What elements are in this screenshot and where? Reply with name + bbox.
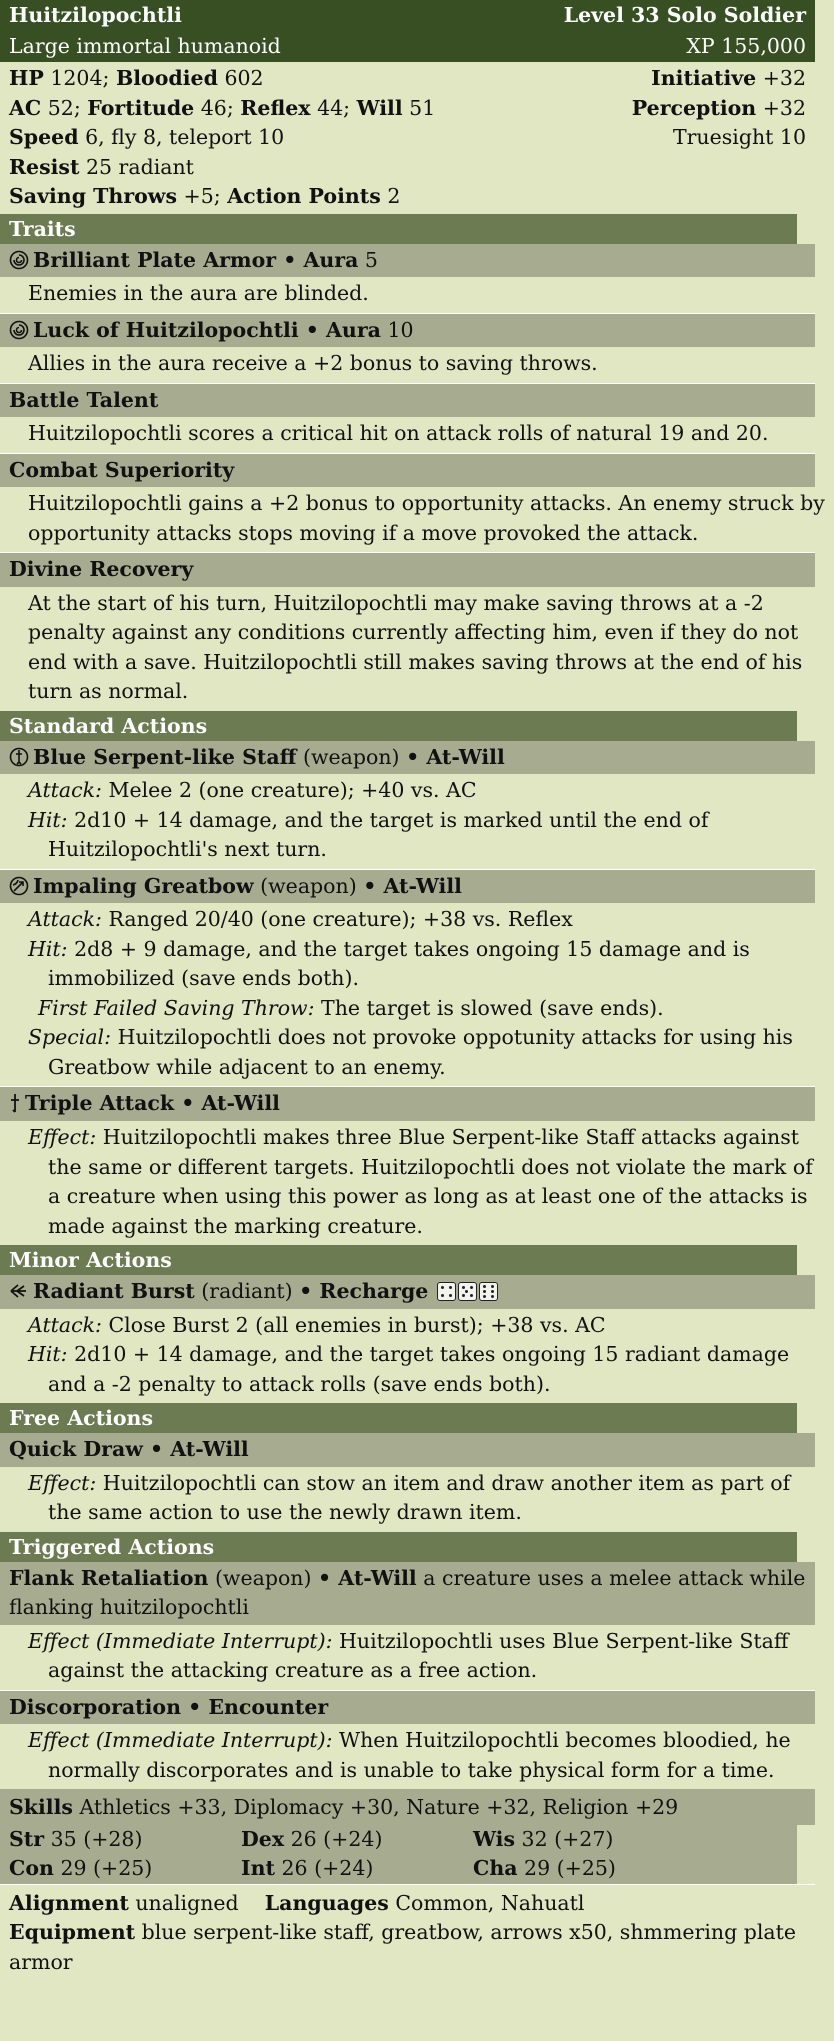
trait-text: Huitzilopochtli scores a critical hit on attack rolls of natural 19 and 20. bbox=[28, 421, 769, 446]
power-details: Attack: Ranged 20/40 (one creature); +38 vs. Reflex Hit: 2d8 + 9 damage, and the target takes ongoing 15 damage and is immobilized (save ends both). First Failed Saving Throw: The target is slowed (save ends). Special: Huitzilopochtli does not provoke oppotunity attacks for using his Greatbow while adjacent to an enemy. bbox=[28, 907, 793, 1079]
power-quick-draw: Quick Draw • At-Will bbox=[0, 1433, 815, 1467]
section-standard-actions: Standard Actions bbox=[0, 711, 797, 741]
ability-cha: Cha 29 (+25) bbox=[473, 1856, 616, 1881]
power-blue-serpent-staff: Blue Serpent-like Staff (weapon) • At-Will bbox=[0, 741, 815, 775]
trait-text: Enemies in the aura are blinded. bbox=[28, 281, 369, 306]
ability-scores bbox=[0, 1825, 797, 1884]
trait-luck-of-huitzilopochtli: Luck of Huitzilopochtli • Aura 10 bbox=[0, 313, 815, 348]
power-impaling-greatbow: Impaling Greatbow (weapon) • At-Will bbox=[0, 869, 815, 904]
ability-dex: Dex 26 (+24) bbox=[241, 1826, 383, 1851]
section-traits: Traits bbox=[0, 214, 797, 244]
die-six-icon bbox=[479, 1282, 498, 1301]
trait-battle-talent: Battle Talent bbox=[0, 383, 815, 418]
trait-brilliant-plate-armor: Brilliant Plate Armor • Aura 5 bbox=[0, 244, 815, 278]
monster-type: Large immortal humanoid bbox=[9, 33, 281, 58]
ranged-basic-icon bbox=[9, 876, 29, 896]
monster-name: Huitzilopochtli bbox=[9, 2, 182, 27]
hp-line: HP 1204; Bloodied 602 bbox=[9, 66, 264, 90]
die-five-icon bbox=[458, 1282, 477, 1301]
speed-line: Speed 6, fly 8, teleport 10 bbox=[9, 125, 285, 150]
aura-icon bbox=[9, 320, 29, 340]
die-four-icon bbox=[437, 1282, 456, 1301]
initiative: Initiative +32 bbox=[651, 66, 806, 90]
trait-text: Allies in the aura receive a +2 bonus to saving throws. bbox=[28, 351, 598, 376]
perception: Perception +32 bbox=[631, 95, 806, 120]
close-burst-icon bbox=[9, 1281, 29, 1301]
power-details: Attack: Close Burst 2 (all enemies in burst); +38 vs. AC Hit: 2d10 + 14 damage, and the target takes ongoing 15 radiant damage and a -2 penalty to attack rolls (save ends both). bbox=[28, 1312, 790, 1396]
melee-basic-icon bbox=[9, 747, 29, 767]
power-triple-attack: Triple Attack • At-Will bbox=[0, 1086, 815, 1121]
power-details: Effect: Huitzilopochtli makes three Blue Serpent-like Staff attacks against the same or different targets. Huitzilopochtli does not violate the mark of a creature when using this power as long as at least one of the attacks is made against the marking creature. bbox=[28, 1124, 813, 1238]
trait-combat-superiority: Combat Superiority bbox=[0, 453, 815, 488]
resist-line: Resist 25 radiant bbox=[9, 154, 194, 179]
saves-line: Saving Throws +5; Action Points 2 bbox=[9, 184, 401, 209]
ability-int: Int 26 (+24) bbox=[241, 1856, 374, 1881]
skills-line: Skills Athletics +33, Diplomacy +30, Nature +32, Religion +29 bbox=[0, 1789, 815, 1825]
power-radiant-burst: Radiant Burst (radiant) • Recharge bbox=[0, 1275, 815, 1309]
power-details: Effect (Immediate Interrupt): When Huitzilopochtli becomes bloodied, he normally discorporates and is unable to take physical form for a time. bbox=[28, 1728, 791, 1782]
ability-str: Str 35 (+28) bbox=[9, 1826, 143, 1851]
stat-lines bbox=[0, 62, 815, 214]
section-free-actions: Free Actions bbox=[0, 1403, 797, 1433]
section-triggered-actions: Triggered Actions bbox=[0, 1532, 797, 1562]
trait-text: At the start of his turn, Huitzilopochtli may make saving throws at a -2 penalty against any conditions currently affecting him, even if they do not end with a save. Huitzilopochtli still makes saving throws at the end of his turn as normal. bbox=[28, 590, 803, 704]
trait-text: Huitzilopochtli gains a +2 bonus to opportunity attacks. An enemy struck by opportunity attacks stops moving if a move provoked the attack. bbox=[28, 491, 825, 545]
power-flank-retaliation: Flank Retaliation (weapon) • At-Will a creature uses a melee attack while flanking huitzilopochtli bbox=[0, 1562, 815, 1625]
trait-divine-recovery: Divine Recovery bbox=[0, 552, 815, 587]
equipment-line: Equipment blue serpent-like staff, greatbow, arrows x50, shmmering plate armor bbox=[9, 1920, 797, 1974]
section-minor-actions: Minor Actions bbox=[0, 1245, 797, 1275]
ability-con: Con 29 (+25) bbox=[9, 1856, 153, 1881]
monster-level: Level 33 Solo Soldier bbox=[563, 2, 806, 27]
ability-wis: Wis 32 (+27) bbox=[473, 1826, 614, 1851]
power-details: Attack: Melee 2 (one creature); +40 vs. AC Hit: 2d10 + 14 damage, and the target is marked until the end of Huitzilopochtli's next turn. bbox=[28, 778, 709, 862]
power-discorporation: Discorporation • Encounter bbox=[0, 1690, 815, 1725]
statblock-header bbox=[0, 0, 815, 62]
defenses-line: AC 52; Fortitude 46; Reflex 44; Will 51 bbox=[9, 95, 436, 120]
aura-icon bbox=[9, 250, 29, 270]
senses: Truesight 10 bbox=[672, 125, 806, 150]
melee-icon bbox=[9, 1093, 21, 1113]
power-details: Effect: Huitzilopochtli can stow an item and draw another item as part of the same action to use the newly drawn item. bbox=[28, 1470, 791, 1525]
power-details: Effect (Immediate Interrupt): Huitzilopochtli uses Blue Serpent-like Staff against the attacking creature as a free action. bbox=[28, 1628, 789, 1683]
monster-xp: XP 155,000 bbox=[686, 33, 806, 58]
alignment-languages: Alignment unaligned Languages Common, Nahuatl bbox=[0, 1884, 815, 1919]
